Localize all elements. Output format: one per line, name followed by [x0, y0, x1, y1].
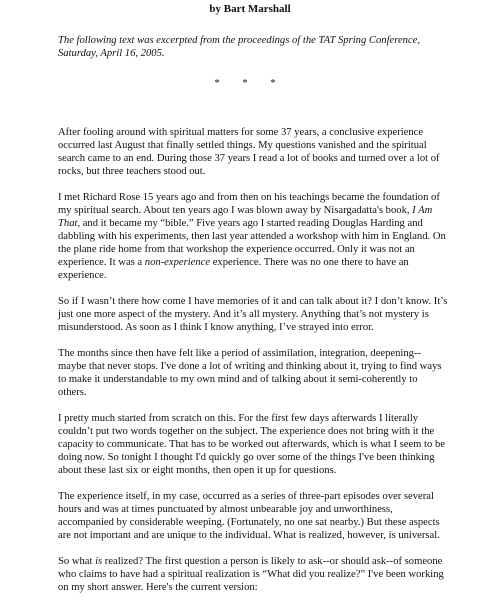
section-separator: * * * [214, 78, 286, 89]
emphasis: is [95, 556, 103, 567]
article-body [58, 126, 448, 607]
paragraph-7: So what is realized? The first question a person is likely to ask--or should ask--of someone who claims to have had a spiritual realization is “What did you realize?” I've been working on my short answer. Here's the current version: [58, 556, 444, 593]
paragraph-1: After fooling around with spiritual matters for some 37 years, a conclusive experience occurred last August that finally settled things. My questions vanished and the spiritual search came to an end. During those 37 years I read a lot of books and turned over a lot of rocks, but three teachers stood out. [58, 127, 440, 177]
book-title: I Am That [58, 205, 433, 229]
emphasis: non-experience [144, 257, 211, 268]
paragraph-5: I pretty much started from scratch on this. For the first few days afterwards I literally couldn’t put two words together on the subject. The experience does not bring with it the capacity to communicate. That has to be worked out afterwards, which is what I seem to be doing now. So tonight I thought I'd quickly go over some of the things I've been thinking about these last six or eight months, then open it up for questions. [58, 413, 445, 476]
paragraph-6: The experience itself, in my case, occurred as a series of three-part episodes over several hours and was at times punctuated by almost unbearable joy and unworthiness, accompanied by considerable weeping. (Fortunately, no one sat nearby.) But these aspects are not important and are unique to the individual. What is realized, however, is universal. [58, 491, 440, 541]
author-byline: by Bart Marshall [209, 3, 291, 15]
paragraph-2: I met Richard Rose 15 years ago and from then on his teachings became the foundation of my spiritual search. About ten years ago I was blown away by Nisargadatta's book, I Am That, and it became my “bible.” Five years ago I started reading Douglas Harding and dabbling with his experiments, then last year attended a workshop with him in England. On the plane ride home from that workshop the experience occurred. Only it was not an experience. It was a non-experience experience. There was no one there to have an experience. [58, 192, 446, 281]
paragraph-4: The months since then have felt like a period of assimilation, integration, deepening--maybe that never stops. I've done a lot of writing and thinking about it, trying to find ways to make it understandable to my own mind and of talking about it semi-coherently to others. [58, 348, 442, 398]
paragraph-3: So if I wasn’t there how come I have memories of it and can talk about it? I don’t know. It’s just one more aspect of the mystery. And it’s all mystery. Anything that’s not mystery is misunderstood. As soon as I think I know anything, I’ve strayed into error. [58, 296, 448, 333]
intro-note: The following text was excerpted from the proceedings of the TAT Spring Conference, Saturday, April 16, 2005. [58, 35, 420, 59]
